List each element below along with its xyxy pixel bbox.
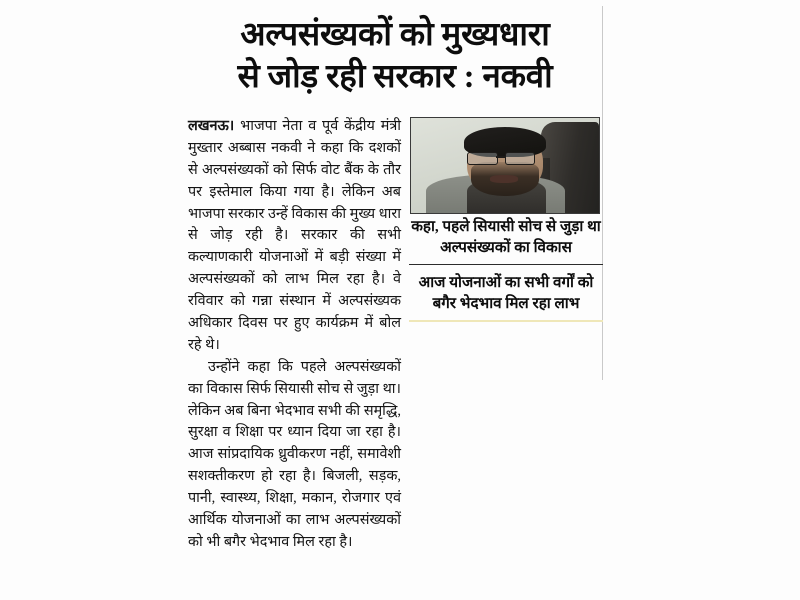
headline-line-1: अल्पसंख्यकों को मुख्यधारा	[240, 17, 550, 53]
callout-bottom-rule	[409, 320, 603, 322]
photo-illustration	[411, 118, 599, 213]
article-paragraph-2: उन्होंने कहा कि पहले अल्पसंख्यकों का विकास सिर्फ सियासी सोच से जुड़ा था। लेकिन अब बिना भेदभाव सभी की समृद्धि, सुरक्षा व शिक्षा पर ध्यान दिया जा रहा है। आज सांप्रदायिक ध्रुवीकरण नहीं, समावेशी सशक्तीकरण हो रहा है। बिजली, सड़क, पानी, स्वास्थ्य, शिक्षा, मकान, रोजगार एवं आर्थिक योजनाओं का लाभ अल्पसंख्यकों को भी बगैर भेदभाव मिल रहा है।	[188, 358, 401, 550]
callout-first: कहा, पहले सियासी सोच से जुड़ा था अल्पसंख्यकों का विकास	[411, 218, 601, 257]
photo-mouth	[490, 175, 518, 183]
callout-column	[409, 216, 603, 322]
article-headline	[175, 14, 615, 98]
article-paragraph-1-text: भाजपा नेता व पूर्व केंद्रीय मंत्री मुख्तार अब्बास नकवी ने कहा कि दशकों से अल्पसंख्यकों को सिर्फ वोट बैंक के तौर पर इस्तेमाल किया गया है। लेकिन अब भाजपा सरकार उन्हें विकास की मुख्य धारा से जोड़ रही है। सरकार की सभी कल्याणकारी योजनाओं में बड़ी संख्या में अल्पसंख्यकों को लाभ मिल रहा है। वे रविवार को गन्ना संस्थान में अल्पसंख्यक अधिकार दिवस पर हुए कार्यक्रम में बोल रहे थे।	[188, 118, 401, 353]
article-paragraph-1	[188, 116, 401, 357]
article-body-column	[188, 116, 401, 554]
photo-spectacles-bridge	[496, 156, 505, 158]
article-photo	[410, 117, 600, 214]
photo-spectacles-left-lens	[467, 152, 497, 164]
headline-line-2: से जोड़ रही सरकार : नकवी	[237, 59, 553, 96]
article-dateline: लखनऊ।	[188, 118, 235, 134]
callout-second: आज योजनाओं का सभी वर्गों को बगैर भेदभाव मिल रहा लाभ	[418, 273, 594, 313]
photo-spectacles-right-lens	[505, 152, 535, 164]
